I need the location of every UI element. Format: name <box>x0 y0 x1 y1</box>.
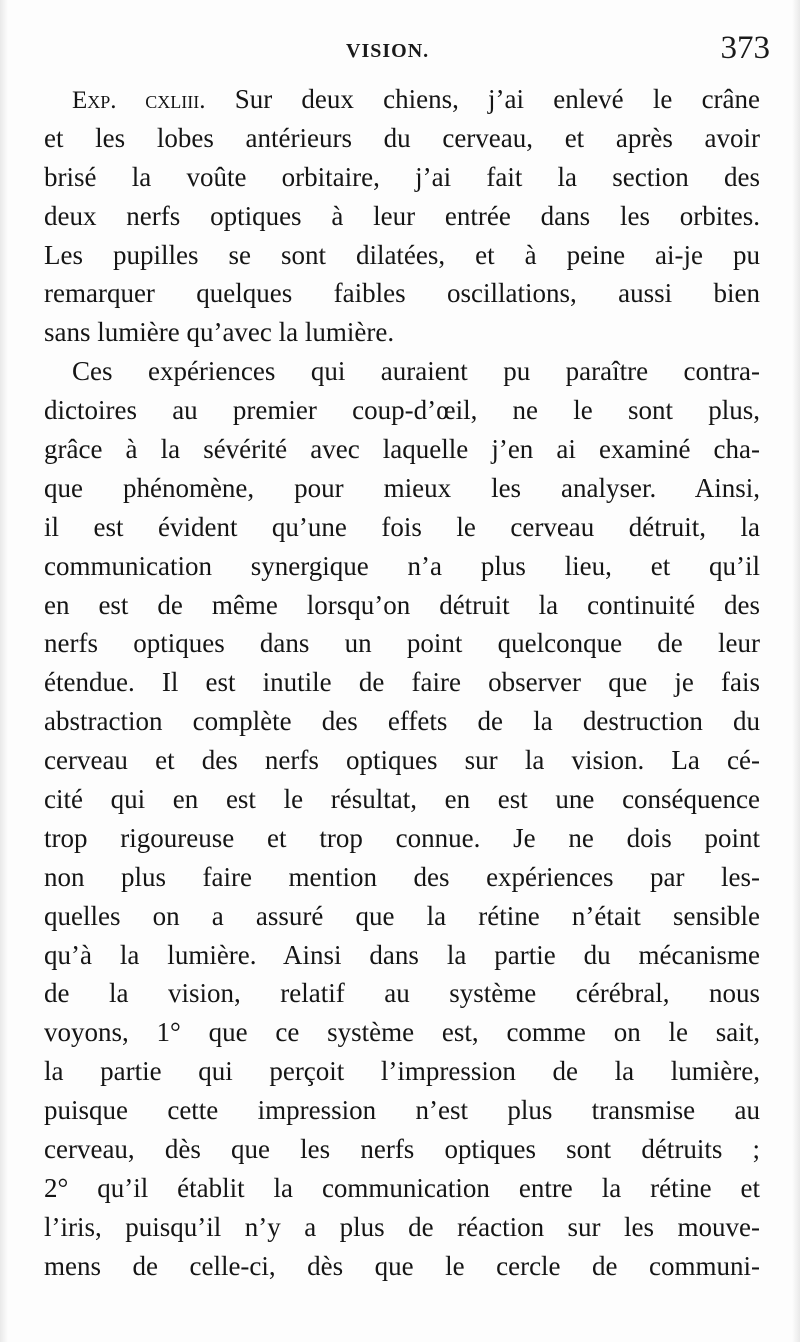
text-line: cerveau, dès que les nerfs optiques sont détruits ; <box>44 1134 760 1165</box>
text-line: communication synergique n’a plus lieu, et qu’il <box>44 550 760 581</box>
text-line: cerveau et des nerfs optiques sur la vision. La cé- <box>44 745 760 776</box>
text-line: et les lobes antérieurs du cerveau, et après avoir <box>44 122 760 153</box>
text-line: l’iris, puisqu’il n’y a plus de réaction sur les mouve- <box>44 1211 760 1242</box>
text-line: remarquer quelques faibles oscillations, aussi bien <box>44 278 760 309</box>
text-line: que phénomène, pour mieux les analyser. Ainsi, <box>44 472 760 503</box>
page-number: 373 <box>720 30 770 66</box>
text-line: nerfs optiques dans un point quelconque de leur <box>44 628 760 659</box>
text-line: il est évident qu’une fois le cerveau détruit, la <box>44 511 760 542</box>
running-head: VISION. <box>346 40 430 62</box>
text-line: de la vision, relatif au système cérébral, nous <box>44 978 760 1009</box>
text-block <box>44 80 760 1286</box>
text-line: qu’à la lumière. Ainsi dans la partie du mécanisme <box>44 939 760 970</box>
page-edge-right <box>792 0 800 1342</box>
text-line: abstraction complète des effets de la destruction du <box>44 706 760 737</box>
text-line: cité qui en est le résultat, en est une conséquence <box>44 784 760 815</box>
text-line: puisque cette impression n’est plus transmise au <box>44 1095 760 1126</box>
text-line: voyons, 1° que ce système est, comme on le sait, <box>44 1017 760 1048</box>
text-line: Ces expériences qui auraient pu paraître contra- <box>72 356 760 387</box>
page-header <box>0 28 800 78</box>
text-line: quelles on a assuré que la rétine n’était sensible <box>44 900 760 931</box>
text-line: étendue. Il est inutile de faire observer que je fais <box>44 667 760 698</box>
paragraph-experiment <box>44 80 760 352</box>
text-line: mens de celle-ci, dès que le cercle de communi- <box>44 1250 760 1281</box>
paragraph-body <box>44 352 760 1285</box>
text-line: dictoires au premier coup-d’œil, ne le sont plus, <box>44 395 760 426</box>
text-line: la partie qui perçoit l’impression de la lumière, <box>44 1056 760 1087</box>
text-line <box>44 80 760 119</box>
text-line: en est de même lorsqu’on détruit la continuité des <box>44 589 760 620</box>
text-line: brisé la voûte orbitaire, j’ai fait la section des <box>44 161 760 192</box>
text-line: non plus faire mention des expériences par les- <box>44 861 760 892</box>
page-edge-left <box>0 0 8 1342</box>
text-line: deux nerfs optiques à leur entrée dans les orbites. <box>44 200 760 231</box>
text-line: sans lumière qu’avec la lumière. <box>44 317 395 348</box>
line-text: Sur deux chiens, j’ai enlevé le crâne <box>205 84 761 114</box>
text-line: trop rigoureuse et trop connue. Je ne dois point <box>44 822 760 853</box>
text-line: grâce à la sévérité avec laquelle j’en ai examiné cha- <box>44 434 760 465</box>
text-line: Les pupilles se sont dilatées, et à peine ai-je pu <box>44 239 760 270</box>
experiment-label: Exp. cxliii. <box>72 87 206 114</box>
text-line: 2° qu’il établit la communication entre la rétine et <box>44 1172 760 1203</box>
